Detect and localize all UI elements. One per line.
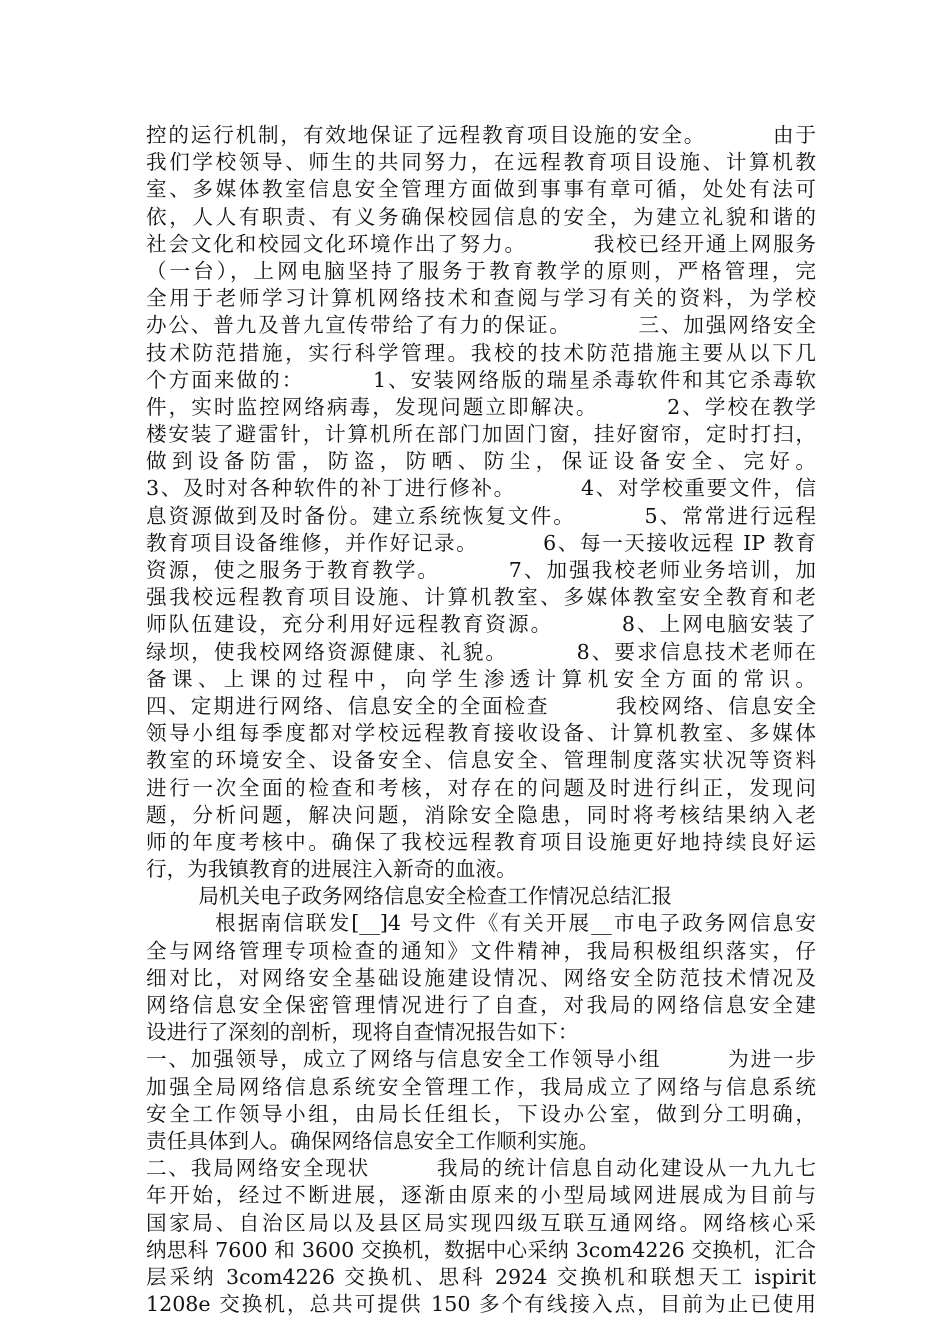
- text-line: 1208e 交换机，总共可提供 150 多个有线接入点，目前为止已使用: [146, 1292, 816, 1317]
- text-line: 网络信息安全保密管理情况进行了自查，对我局的网络信息安全建: [146, 993, 816, 1017]
- section-heading-line: 二、我局网络安全现状 我局的统计信息自动化建设从一九九七: [146, 1156, 816, 1181]
- text-line: 安全工作领导小组，由局长任组长，下设办公室，做到分工明确，: [146, 1101, 816, 1126]
- text-line: 做到设备防雷，防盗，防晒、防尘，保证设备安全、完好。: [146, 449, 816, 474]
- text-line: 行，为我镇教育的进展注入新奇的血液。: [146, 857, 517, 882]
- text-line: 控的运行机制，有效地保证了远程教育项目设施的安全。 由于: [146, 123, 816, 147]
- document-body: [146, 122, 816, 1318]
- text-line: 依，人人有职责、有义务确保校园信息的安全，为建立礼貌和谐的: [146, 204, 816, 229]
- text-line: 息资源做到及时备份。建立系统恢复文件。 5、常常进行远程: [146, 503, 816, 528]
- text-line: 3、及时对各种软件的补丁进行修补。 4、对学校重要文件，信: [146, 476, 816, 501]
- section-heading-line: 一、加强领导，成立了网络与信息安全工作领导小组 为进一步: [146, 1047, 816, 1072]
- text-line: 教室的环境安全、设备安全、信息安全、管理制度落实状况等资料: [146, 748, 816, 773]
- text-line: 加强全局网络信息系统安全管理工作，我局成立了网络与信息系统: [146, 1074, 816, 1099]
- text-line: 室、多媒体教室信息安全管理方面做到事事有章可循，处处有法可: [146, 177, 816, 202]
- text-line: 纳思科 7600 和 3600 交换机，数据中心采纳 3com4226 交换机，汇合: [146, 1237, 816, 1262]
- text-line: 全用于老师学习计算机网络技术和查阅与学习有关的资料，为学校: [146, 286, 816, 311]
- text-line: 楼安装了避雷针，计算机所在部门加固门窗，挂好窗帘，定时打扫，: [146, 422, 816, 447]
- text-line: 技术防范措施，实行科学管理。我校的技术防范措施主要从以下几: [146, 340, 816, 365]
- text-line: 全与网络管理专项检查的通知》文件精神，我局积极组织落实，仔: [146, 938, 816, 963]
- text-line: （一台），上网电脑坚持了服务于教育教学的原则，严格管理，完: [146, 258, 816, 283]
- text-line: 根据南信联发[__]4 号文件《有关开展__市电子政务网信息安: [146, 911, 816, 936]
- text-line: 进行一次全面的检查和考核，对存在的问题及时进行纠正，发现问: [146, 775, 816, 800]
- text-line: 办公、普九及普九宣传带给了有力的保证。 三、加强网络安全: [146, 313, 816, 338]
- text-line: 师的年度考核中。确保了我校远程教育项目设施更好地持续良好运: [146, 829, 816, 854]
- text-line: 年开始，经过不断进展，逐渐由原来的小型局域网进展成为目前与: [146, 1183, 816, 1208]
- text-line: 我们学校领导、师生的共同努力，在远程教育项目设施、计算机教: [146, 150, 816, 175]
- text-line: 四、定期进行网络、信息安全的全面检查 我校网络、信息安全: [146, 693, 816, 718]
- text-line: 层采纳 3com4226 交换机、思科 2924 交换机和联想天工 ispirit: [146, 1264, 816, 1289]
- text-line: 社会文化和校园文化环境作出了努力。 我校已经开通上网服务: [146, 231, 816, 256]
- text-line: 国家局、自治区局以及县区局实现四级互联互通网络。网络核心采: [146, 1210, 816, 1235]
- text-line: 备课、上课的过程中，向学生渗透计算机安全方面的常识。: [146, 666, 816, 691]
- text-line: 师队伍建设，充分利用好远程教育资源。 8、上网电脑安装了: [146, 612, 816, 637]
- text-line: 领导小组每季度都对学校远程教育接收设备、计算机教室、多媒体: [146, 721, 816, 746]
- text-line: 教育项目设备维修，并作好记录。 6、每一天接收远程 IP 教育: [146, 530, 816, 555]
- report-title: 局机关电子政务网络信息安全检查工作情况总结汇报: [146, 884, 673, 909]
- text-line: 题，分析问题，解决问题，消除安全隐患，同时将考核结果纳入老: [146, 802, 816, 827]
- text-line: 件，实时监控网络病毒，发现问题立即解决。 2、学校在教学: [146, 394, 816, 419]
- text-line: 责任具体到人。确保网络信息安全工作顺利实施。: [146, 1128, 600, 1153]
- text-line: 设进行了深刻的剖析，现将自查情况报告如下：: [146, 1020, 579, 1045]
- text-line: 个方面来做的： 1、安装网络版的瑞星杀毒软件和其它杀毒软: [146, 367, 816, 392]
- text-line: 绿坝，使我校网络资源健康、礼貌。 8、要求信息技术老师在: [146, 639, 816, 664]
- text-line: 资源，使之服务于教育教学。 7、加强我校老师业务培训，加: [146, 558, 816, 582]
- text-line: 细对比，对网络安全基础设施建设情况、网络安全防范技术情况及: [146, 965, 816, 990]
- text-line: 强我校远程教育项目设施、计算机教室、多媒体教室安全教育和老: [146, 585, 816, 610]
